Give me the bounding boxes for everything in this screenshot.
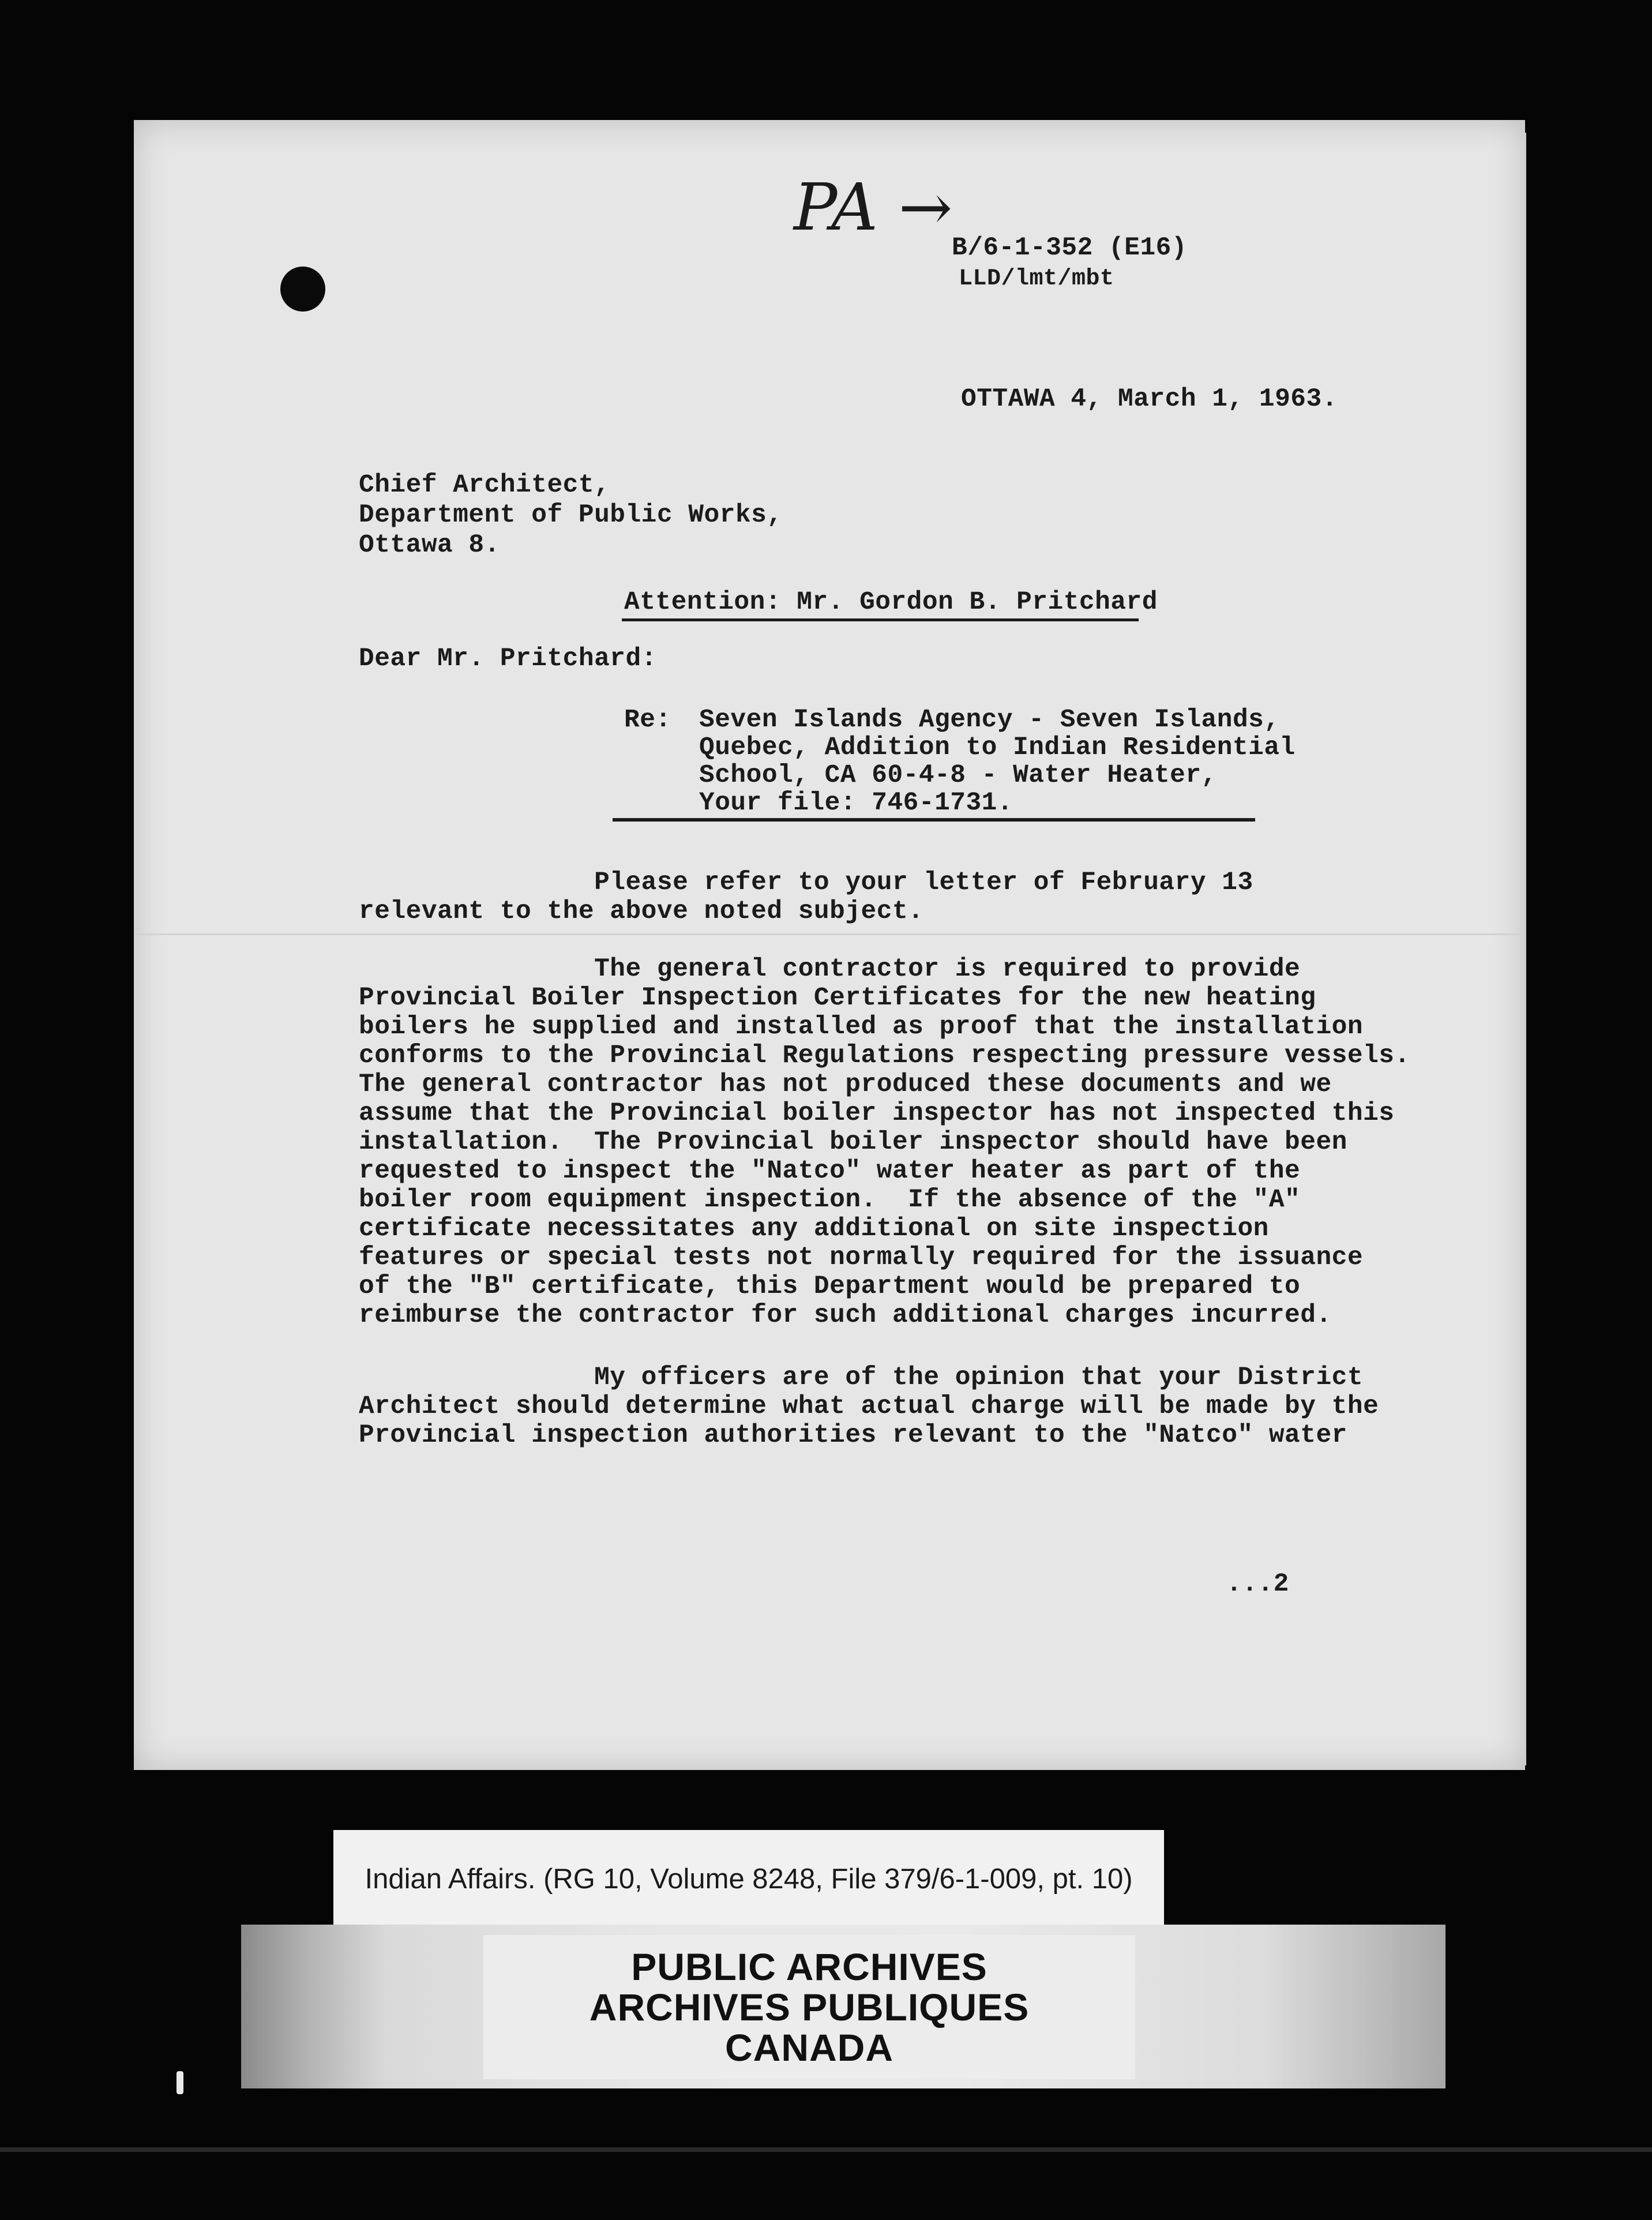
archive-reference-text: Indian Affairs. (RG 10, Volume 8248, File 379/6-1-009, pt. 10) [365,1863,1133,1895]
file-reference: B/6-1-352 (E16) [952,234,1188,262]
paragraph-line: conforms to the Provincial Regulations respecting pressure vessels. [359,1041,1410,1070]
paragraph-line: Architect should determine what actual charge will be made by the [359,1392,1379,1421]
re-line: Your file: 746-1731. [699,789,1013,817]
archive-stamp-strip [241,1925,1446,2088]
paragraph-line: relevant to the above noted subject. [359,897,924,926]
salutation: Dear Mr. Pritchard: [359,644,657,673]
stamp-line: CANADA [725,2026,893,2069]
paragraph-line: boiler room equipment inspection. If the absence of the "A" [359,1186,1301,1214]
paragraph-line: certificate necessitates any additional on site inspection [359,1214,1269,1243]
re-underline [613,818,1255,822]
archive-reference-label [333,1830,1164,1928]
addressee-line: Department of Public Works, [359,501,783,530]
letter-page [134,120,1525,1770]
re-line: Quebec, Addition to Indian Residential [699,733,1296,762]
punch-hole [280,267,325,312]
attention-underline [622,618,1139,621]
paragraph-line: requested to inspect the "Natco" water heater as part of the [359,1157,1301,1186]
typist-initials: LLD/lmt/mbt [959,266,1114,292]
addressee-line: Chief Architect, [359,471,610,500]
paragraph-line: assume that the Provincial boiler inspector has not inspected this [359,1099,1395,1128]
continuation-marker: ...2 [1226,1570,1289,1599]
date-line: OTTAWA 4, March 1, 1963. [961,385,1338,414]
paragraph-line: of the "B" certificate, this Department would be prepared to [359,1272,1301,1301]
attention-line: Attention: Mr. Gordon B. Pritchard [624,588,1158,617]
re-line: Seven Islands Agency - Seven Islands, [699,706,1280,734]
paragraph-line: The general contractor is required to provide [359,955,1301,984]
paragraph-line: Provincial inspection authorities relevant to the "Natco" water [359,1421,1347,1450]
handwritten-note: PA → [794,170,953,245]
fold-line [134,933,1525,935]
bleed-through-text [663,427,691,492]
stamp-line: ARCHIVES PUBLIQUES [589,1986,1030,2028]
stamp-line: PUBLIC ARCHIVES [631,1945,988,1988]
paragraph-line: reimburse the contractor for such additional charges incurred. [359,1301,1332,1330]
re-label: Re: [624,706,671,734]
paragraph-line: My officers are of the opinion that your District [359,1363,1364,1392]
paragraph-line: features or special tests not normally required for the issuance [359,1243,1364,1272]
film-bottom-edge [0,2147,1652,2152]
archive-stamp [483,1935,1135,2079]
paragraph-line: installation. The Provincial boiler inspector should have been [359,1128,1347,1157]
paragraph-line: Please refer to your letter of February 13 [359,868,1253,897]
paragraph-line: The general contractor has not produced these documents and we [359,1070,1332,1099]
re-line: School, CA 60-4-8 - Water Heater, [699,761,1217,790]
film-speck [177,2071,183,2094]
paragraph-line: Provincial Boiler Inspection Certificates for the new heating [359,984,1316,1012]
addressee-line: Ottawa 8. [359,531,500,560]
paragraph-line: boilers he supplied and installed as proof that the installation [359,1012,1364,1041]
